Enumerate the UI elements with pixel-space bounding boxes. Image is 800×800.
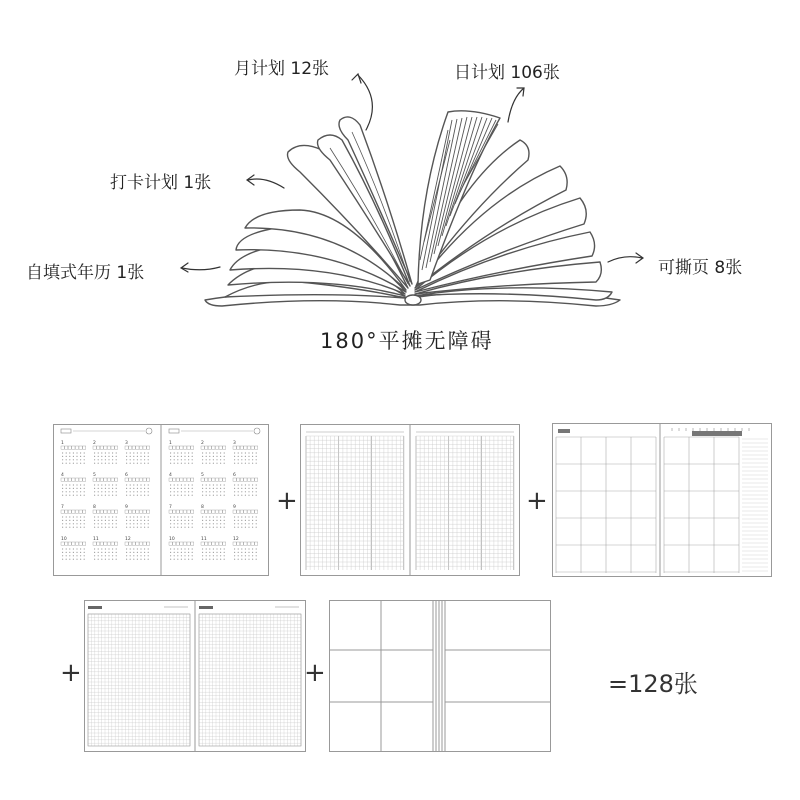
calendar-month-number: 7 — [169, 505, 172, 510]
checkin-plan-spread — [300, 424, 520, 576]
arrow-tearoff — [608, 257, 642, 262]
calendar-month-number: 2 — [93, 441, 96, 446]
calendar-month-number: 6 — [125, 473, 128, 478]
book-caption: 180°平摊无障碍 — [320, 329, 494, 353]
calendar-month-number: 8 — [201, 505, 204, 510]
plus-sign-4: + — [304, 658, 326, 688]
calendar-month-number: 12 — [125, 537, 131, 542]
arrow-monthly — [358, 75, 372, 130]
calendar-month-number: 3 — [233, 441, 236, 446]
calendar-month-number: 1 — [61, 441, 64, 446]
calendar-month-number: 5 — [201, 473, 204, 478]
calendar-month-number: 6 — [233, 473, 236, 478]
daily-plan-spread — [84, 600, 306, 752]
label-checkin-plan: 打卡计划 1张 — [110, 173, 212, 193]
yearly-calendar-spread — [53, 424, 269, 576]
calendar-month-number: 12 — [233, 537, 239, 542]
plus-sign-3: + — [60, 658, 82, 688]
calendar-month-number: 4 — [169, 473, 172, 478]
calendar-month-number: 11 — [201, 537, 207, 542]
calendar-month-number: 4 — [61, 473, 64, 478]
calendar-month-number: 11 — [93, 537, 99, 542]
calendar-month-number: 9 — [233, 505, 236, 510]
plus-sign-1: + — [276, 486, 298, 516]
calendar-month-number: 5 — [93, 473, 96, 478]
arrow-daily — [508, 88, 524, 122]
label-tearoff-pages: 可撕页 8张 — [658, 258, 743, 278]
arrow-yearly — [182, 267, 220, 270]
calendar-month-number: 1 — [169, 441, 172, 446]
calendar-month-number: 10 — [61, 537, 67, 542]
calendar-month-number: 2 — [201, 441, 204, 446]
plus-sign-2: + — [526, 486, 548, 516]
label-yearly-calendar: 自填式年历 1张 — [26, 263, 145, 283]
calendar-month-number: 3 — [125, 441, 128, 446]
calendar-month-number: 8 — [93, 505, 96, 510]
arrow-checkin — [248, 179, 284, 188]
calendar-month-number: 9 — [125, 505, 128, 510]
tearoff-pages-spread — [329, 600, 551, 752]
calendar-month-number: 10 — [169, 537, 175, 542]
monthly-plan-spread — [552, 423, 772, 577]
label-monthly-plan: 月计划 12张 — [234, 59, 330, 79]
total-pages: =128张 — [608, 670, 698, 698]
label-daily-plan: 日计划 106张 — [454, 63, 560, 83]
calendar-month-number: 7 — [61, 505, 64, 510]
